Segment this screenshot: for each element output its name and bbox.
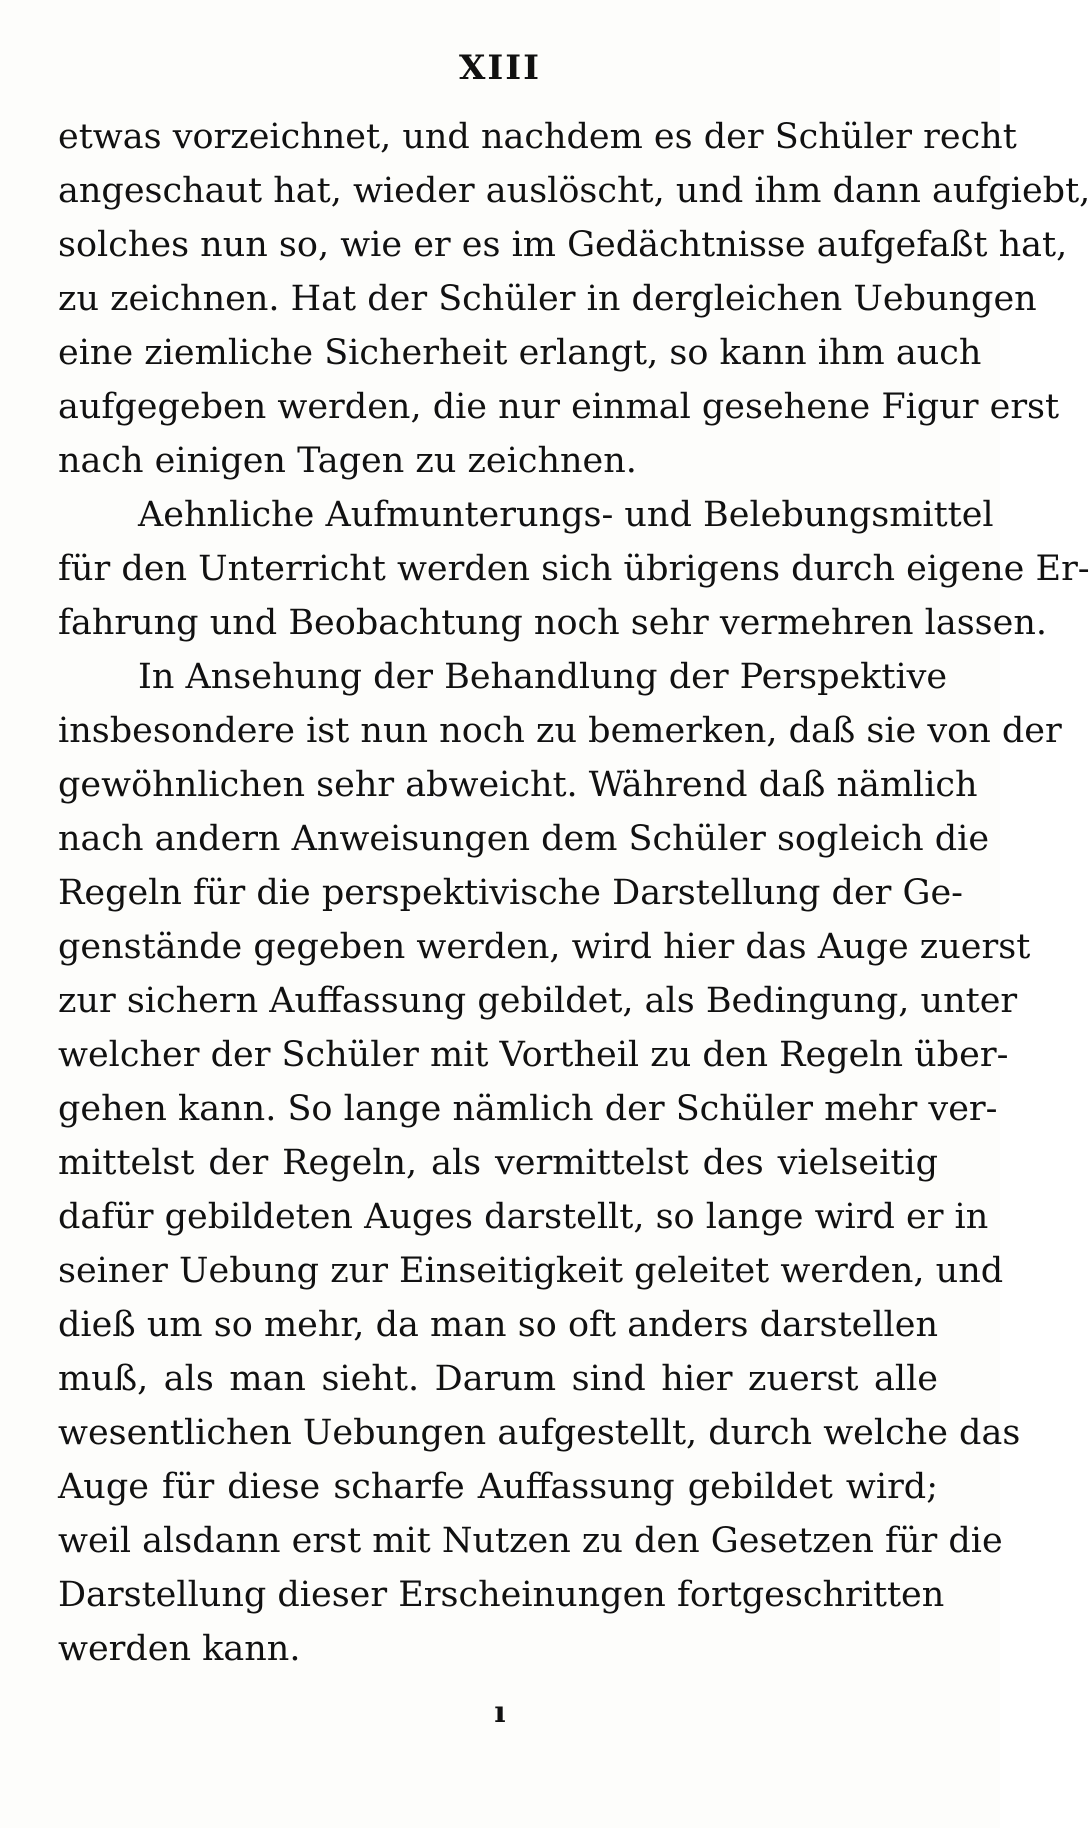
text-line: insbesondere ist nun noch zu bemerken, daß sie von der: [58, 711, 1062, 751]
text-line: nach andern Anweisungen dem Schüler sogleich die: [58, 819, 990, 859]
text-line: fahrung und Beobachtung noch sehr vermehren lassen.: [58, 603, 1048, 643]
text-line: mittelst der Regeln, als vermittelst des vielseitig: [58, 1143, 938, 1183]
text-line: gehen kann. So lange nämlich der Schüler mehr ver-: [58, 1089, 998, 1129]
text-line: etwas vorzeichnet, und nachdem es der Schüler recht: [58, 117, 1017, 157]
text-line: eine ziemliche Sicherheit erlangt, so kann ihm auch: [58, 333, 982, 373]
text-line: dieß um so mehr, da man so oft anders darstellen: [58, 1305, 938, 1345]
text-line: weil alsdann erst mit Nutzen zu den Gesetzen für die: [58, 1521, 1003, 1561]
text-line: In Ansehung der Behandlung der Perspektive: [138, 657, 948, 697]
text-line: angeschaut hat, wieder auslöscht, und ihm dann aufgiebt,: [58, 171, 1090, 211]
text-line: dafür gebildeten Auges darstellt, so lange wird er in: [58, 1197, 989, 1237]
text-line: Auge für diese scharfe Auffassung gebildet wird;: [58, 1467, 938, 1507]
body-text: [58, 110, 1090, 1676]
page-number: XIII: [458, 48, 542, 88]
text-line: Darstellung dieser Erscheinungen fortgeschritten: [58, 1575, 945, 1615]
text-line: nach einigen Tagen zu zeichnen.: [58, 441, 637, 481]
text-line: aufgegeben werden, die nur einmal gesehene Figur erst: [58, 387, 1060, 427]
text-line: gewöhnlichen sehr abweicht. Während daß nämlich: [58, 765, 978, 805]
text-line: solches nun so, wie er es im Gedächtnisse aufgefaßt hat,: [58, 225, 1068, 265]
text-line: muß, als man sieht. Darum sind hier zuerst alle: [58, 1359, 938, 1399]
text-line: wesentlichen Uebungen aufgestellt, durch welche das: [58, 1413, 1021, 1453]
text-line: seiner Uebung zur Einseitigkeit geleitet werden, und: [58, 1251, 1004, 1291]
text-line: Regeln für die perspektivische Darstellung der Ge-: [58, 873, 964, 913]
text-line: welcher der Schüler mit Vortheil zu den Regeln über-: [58, 1035, 1009, 1075]
text-line: genstände gegeben werden, wird hier das Auge zuerst: [58, 927, 1031, 967]
text-line: zu zeichnen. Hat der Schüler in dergleichen Uebungen: [58, 279, 1037, 319]
text-line: für den Unterricht werden sich übrigens durch eigene Er-: [58, 549, 1090, 589]
text-line: werden kann.: [58, 1629, 301, 1669]
text-line: zur sichern Auffassung gebildet, als Bedingung, unter: [58, 981, 1018, 1021]
signature-mark: ı: [494, 1695, 506, 1730]
text-line: Aehnliche Aufmunterungs- und Belebungsmittel: [138, 495, 994, 535]
